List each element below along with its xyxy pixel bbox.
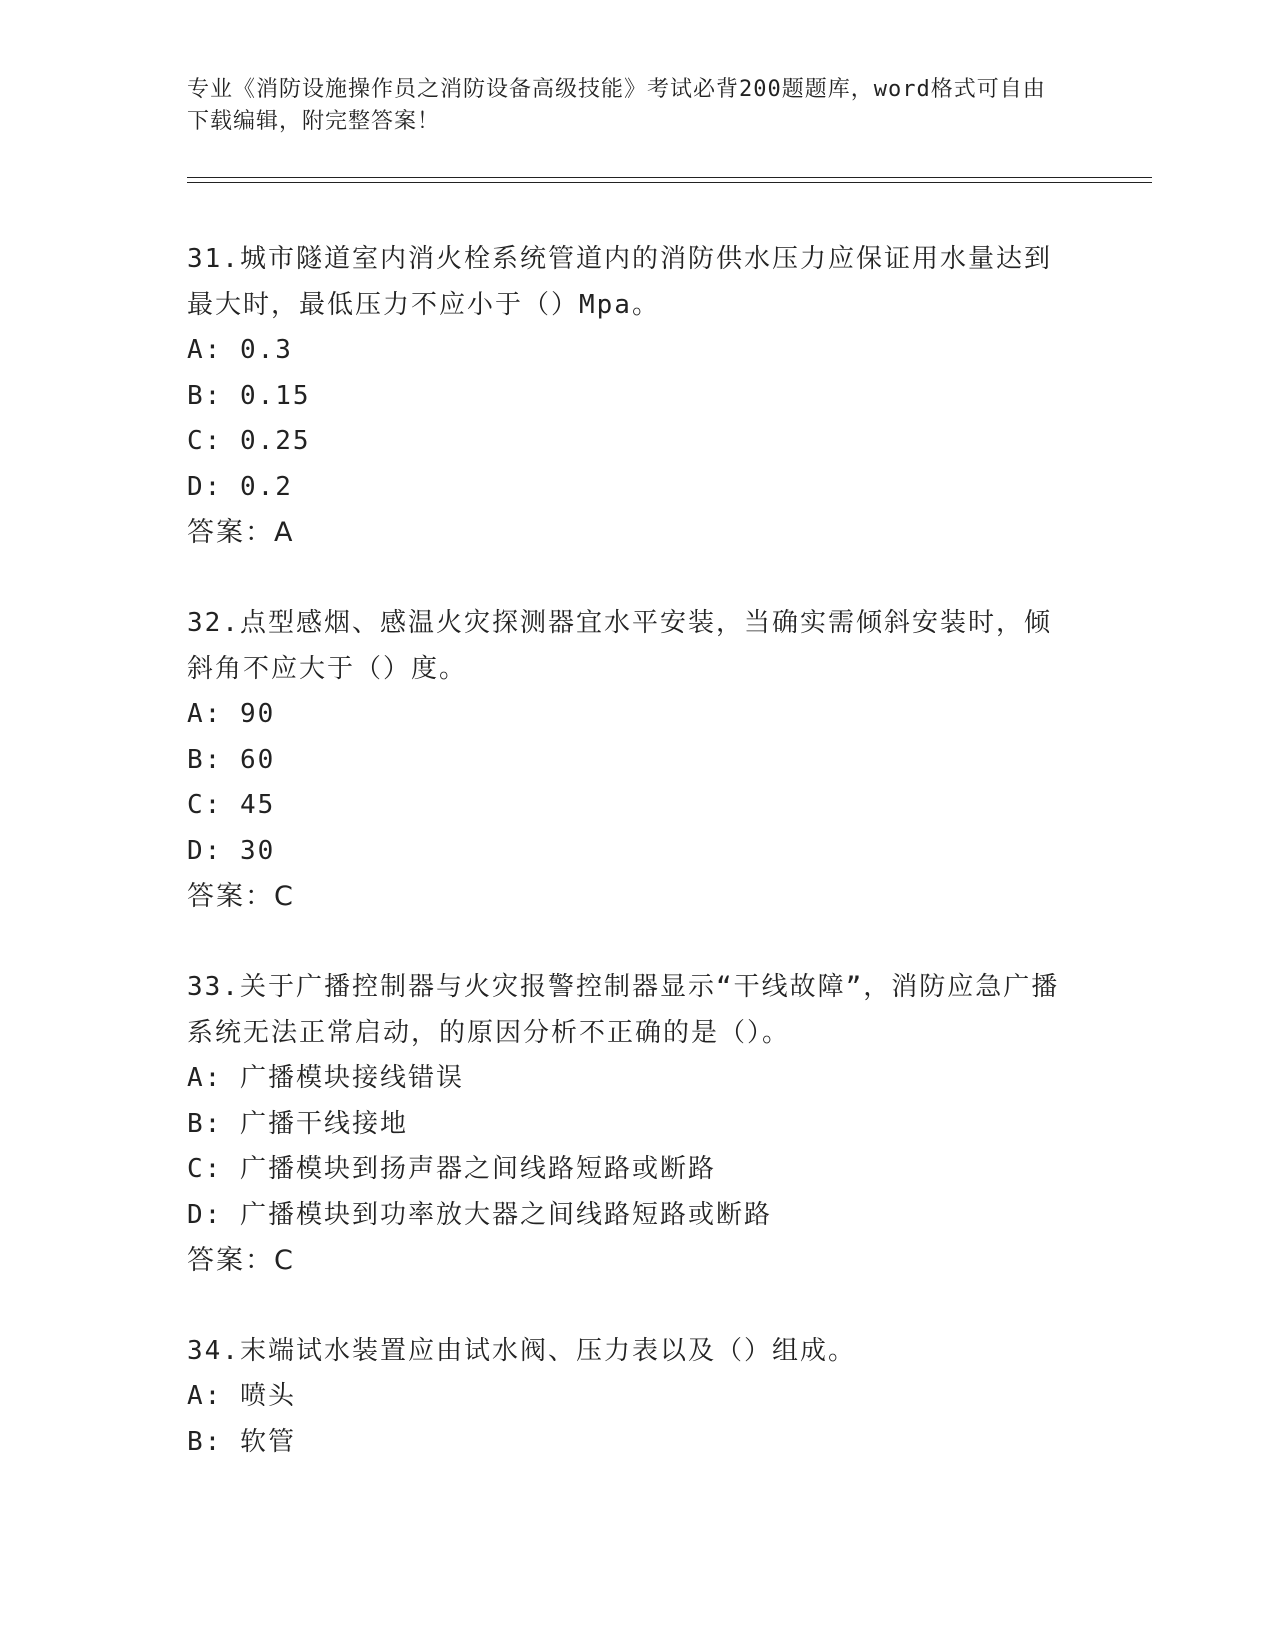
option-d: D: 广播模块到功率放大器之间线路短路或断路 — [187, 1199, 772, 1230]
option-a: A: 喷头 — [187, 1381, 296, 1411]
option-b: B: 软管 — [187, 1426, 296, 1457]
answer-line: 答案：A — [187, 517, 295, 548]
spacer — [187, 556, 1077, 600]
option-b: B: 广播干线接地 — [187, 1108, 408, 1139]
document-header: 专业《消防设施操作员之消防设备高级技能》考试必背200题题库，word格式可自由下载编辑，附完整答案！ — [187, 77, 1046, 134]
option-d: D: 0.2 — [187, 471, 293, 502]
option-d: D: 30 — [187, 835, 276, 866]
option-c: C: 0.25 — [187, 426, 311, 456]
option-b: B: 60 — [187, 744, 276, 775]
option-b: B: 0.15 — [187, 380, 311, 411]
question-stem: 32.点型感烟、感温火灾探测器宜水平安装，当确实需倾斜安装时，倾斜角不应大于（）度。 — [187, 608, 1052, 684]
header-divider-bottom — [187, 182, 1152, 183]
spacer — [187, 1284, 1077, 1328]
option-a: A: 广播模块接线错误 — [187, 1063, 464, 1093]
question-32 — [187, 600, 1077, 920]
option-c: C: 广播模块到扬声器之间线路短路或断路 — [187, 1154, 716, 1184]
option-a: A: 90 — [187, 699, 276, 729]
answer-line: 答案：C — [187, 1245, 295, 1276]
answer-line: 答案：C — [187, 881, 295, 912]
question-stem: 33.关于广播控制器与火灾报警控制器显示“干线故障”，消防应急广播系统无法正常启动，的原因分析不正确的是（）。 — [187, 972, 1060, 1048]
question-list — [187, 236, 1077, 1465]
question-stem: 31.城市隧道室内消火栓系统管道内的消防供水压力应保证用水量达到最大时，最低压力不应小于（）Mpa。 — [187, 244, 1052, 320]
spacer — [187, 920, 1077, 964]
header-divider-top — [187, 177, 1152, 178]
question-31 — [187, 236, 1077, 556]
question-stem: 34.末端试水装置应由试水阀、压力表以及（）组成。 — [187, 1336, 856, 1366]
question-33 — [187, 964, 1077, 1284]
question-34 — [187, 1328, 1077, 1465]
option-a: A: 0.3 — [187, 335, 293, 365]
option-c: C: 45 — [187, 790, 276, 820]
